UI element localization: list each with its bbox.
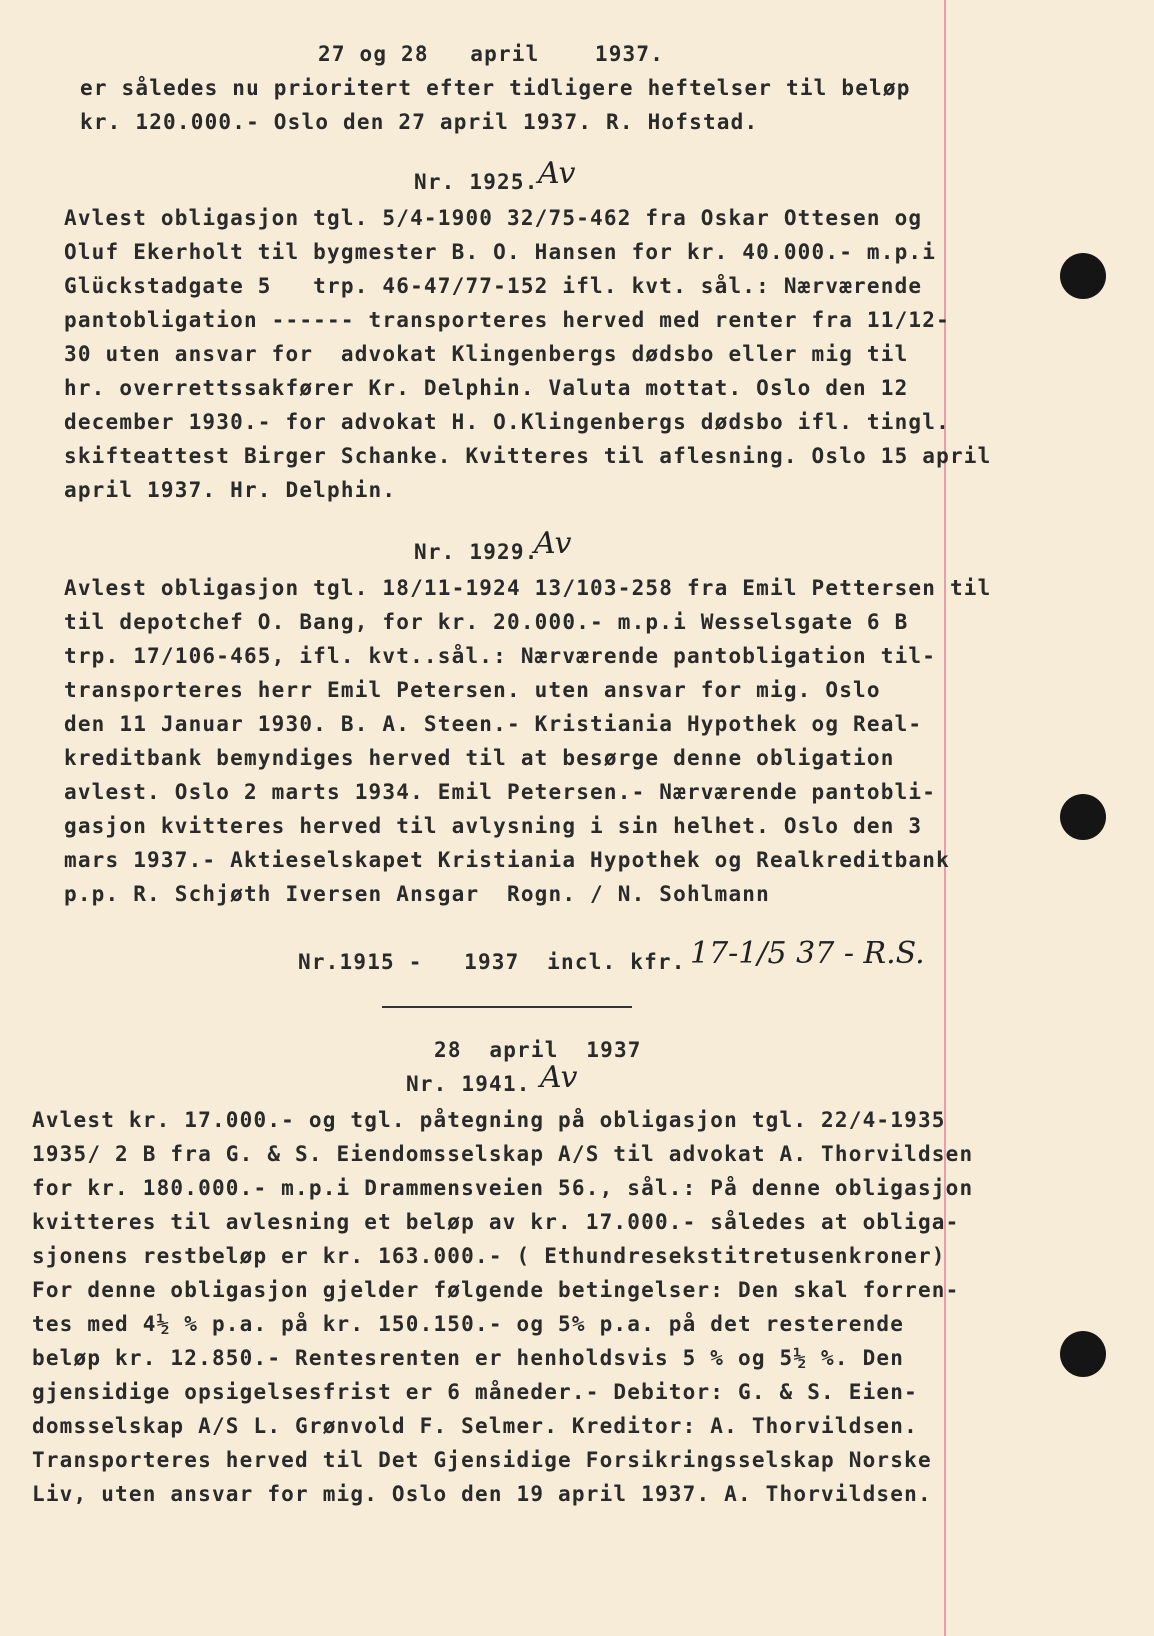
entry-line: hr. overrettssakfører Kr. Delphin. Valuta mottat. Oslo den 12 — [64, 376, 909, 400]
entry-line: Liv, uten ansvar for mig. Oslo den 19 april 1937. A. Thorvildsen. — [32, 1482, 932, 1506]
entry-number: Nr. 1941. — [406, 1072, 531, 1096]
entry-line: domsselskap A/S L. Grønvold F. Selmer. Kreditor: A. Thorvildsen. — [32, 1414, 918, 1438]
entry-line: den 11 Januar 1930. B. A. Steen.- Kristiania Hypothek og Real- — [64, 712, 923, 736]
section-divider — [382, 1006, 632, 1008]
entry-number: Nr. 1925. — [414, 170, 539, 194]
entry-line: Avlest obligasjon tgl. 5/4-1900 32/75-462 fra Oskar Ottesen og — [64, 206, 923, 230]
entry-line: skifteattest Birger Schanke. Kvitteres til aflesning. Oslo 15 april — [64, 444, 992, 468]
entry-line: Avlest kr. 17.000.- og tgl. påtegning på obligasjon tgl. 22/4-1935 — [32, 1108, 946, 1132]
margin-line — [944, 0, 946, 1636]
punch-hole-bottom — [1060, 1331, 1106, 1377]
entry-line: Transporteres herved til Det Gjensidige Forsikringsselskap Norske — [32, 1448, 932, 1472]
intro-line: er således nu prioritert efter tidligere heftelser til beløp — [80, 76, 911, 100]
punch-hole-middle — [1060, 794, 1106, 840]
entry-line: sjonens restbeløp er kr. 163.000.- ( Ethundresekstitretusenkroner) — [32, 1244, 946, 1268]
entry-line: for kr. 180.000.- m.p.i Drammensveien 56., sål.: På denne obligasjon — [32, 1176, 974, 1200]
entry-line: Oluf Ekerholt til bygmester B. O. Hansen for kr. 40.000.- m.p.i — [64, 240, 937, 264]
entry-line: pantobligation ------ transporteres herved med renter fra 11/12- — [64, 308, 950, 332]
entry-line: 1935/ 2 B fra G. & S. Eiendomsselskap A/S til advokat A. Thorvildsen — [32, 1142, 974, 1166]
entry-number: Nr. 1929. — [414, 540, 539, 564]
summary-mark: 17-1/5 37 - R.S. — [690, 936, 925, 971]
entry-line: beløp kr. 12.850.- Rentesrenten er henholdsvis 5 % og 5½ %. Den — [32, 1346, 905, 1370]
entry-line: transporteres herr Emil Petersen. uten ansvar for mig. Oslo — [64, 678, 881, 702]
entry-line: kvitteres til avlesning et beløp av kr. 17.000.- således at obliga- — [32, 1210, 960, 1234]
entry-line: trp. 17/106-465, ifl. kvt..sål.: Nærværende pantobligation til- — [64, 644, 937, 668]
intro-line: kr. 120.000.- Oslo den 27 april 1937. R. Hofstad. — [80, 110, 759, 134]
entry-mark: Av — [540, 1060, 578, 1095]
entry-line: avlest. Oslo 2 marts 1934. Emil Petersen.- Nærværende pantobli- — [64, 780, 937, 804]
header-date: 27 og 28 april 1937. — [318, 42, 665, 66]
entry-mark: Av — [538, 156, 576, 191]
entry-line: april 1937. Hr. Delphin. — [64, 478, 397, 502]
entry-line: Avlest obligasjon tgl. 18/11-1924 13/103-258 fra Emil Pettersen til — [64, 576, 992, 600]
entry-line: Glückstadgate 5 trp. 46-47/77-152 ifl. kvt. sål.: Nærværende — [64, 274, 923, 298]
summary-text: Nr.1915 - 1937 incl. kfr. — [298, 950, 686, 974]
entry-line: kreditbank bemyndiges herved til at besørge denne obligation — [64, 746, 895, 770]
entry-mark: Av — [534, 526, 572, 561]
entry-line: mars 1937.- Aktieselskapet Kristiania Hypothek og Realkreditbank — [64, 848, 950, 872]
section-date: 28 april 1937 — [434, 1038, 642, 1062]
entry-line: til depotchef O. Bang, for kr. 20.000.- m.p.i Wesselsgate 6 B — [64, 610, 909, 634]
entry-line: 30 uten ansvar for advokat Klingenbergs dødsbo eller mig til — [64, 342, 909, 366]
punch-hole-top — [1060, 253, 1106, 299]
entry-line: december 1930.- for advokat H. O.Klingenbergs dødsbo ifl. tingl. — [64, 410, 950, 434]
entry-line: gasjon kvitteres herved til avlysning i sin helhet. Oslo den 3 — [64, 814, 923, 838]
entry-line: p.p. R. Schjøth Iversen Ansgar Rogn. / N. Sohlmann — [64, 882, 770, 906]
entry-line: tes med 4½ % p.a. på kr. 150.150.- og 5% p.a. på det resterende — [32, 1312, 905, 1336]
entry-line: For denne obligasjon gjelder følgende betingelser: Den skal forren- — [32, 1278, 960, 1302]
entry-line: gjensidige opsigelsesfrist er 6 måneder.- Debitor: G. & S. Eien- — [32, 1380, 918, 1404]
